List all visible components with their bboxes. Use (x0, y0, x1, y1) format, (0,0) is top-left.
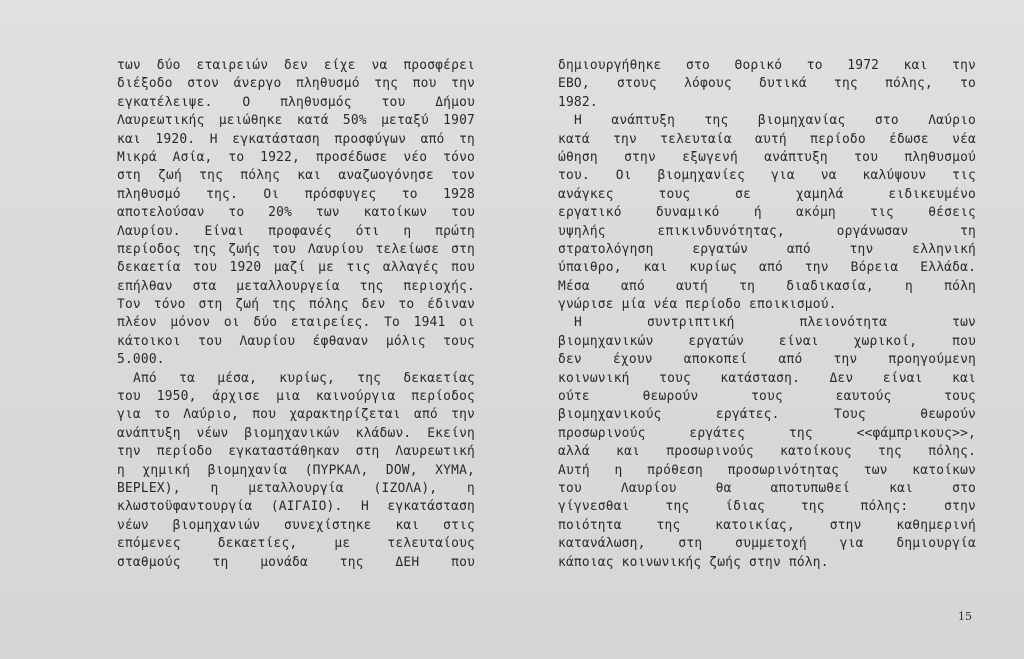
right-column-line: του. Οι βιομηχανίες για να καλύψουν τις (558, 168, 976, 184)
right-column-line: ποιότητα της κατοικίας, στην καθημερινή (558, 517, 976, 533)
left-column-line: κλωστοϋφαντουργία (ΑΙΓΑΙΟ). Η εγκατάσταση (117, 499, 475, 515)
right-column-line: προσωρινούς εργάτες της <<φάμπρικους>>, (558, 425, 976, 441)
left-column-line: κάτοικοι του Λαυρίου έφθαναν μόλις τους (117, 333, 475, 349)
right-column-line: ώθηση στην εξωγενή ανάπτυξη του πληθυσμού (558, 149, 976, 165)
left-column-line: Μικρά Ασία, το 1922, προσέδωσε νέο τόνο (117, 149, 475, 165)
left-column-line: για το Λαύριο, που χαρακτηρίζεται από την (117, 407, 475, 423)
right-column-line: δεν έχουν αποκοπεί από την προηγούμενη (558, 352, 976, 368)
left-column-line: Λαυρεωτικής μειώθηκε κατά 50% μεταξύ 1907 (117, 113, 475, 129)
left-column-line: επήλθαν στα μεταλλουργεία της περιοχής. (117, 278, 475, 294)
right-column-line: 1982. (558, 94, 598, 110)
left-column-line: Λαυρίου. Είναι προφανές ότι η πρώτη (117, 223, 475, 239)
left-text-column (117, 57, 475, 572)
right-column-line: του Λαυρίου θα αποτυπωθεί και στο (558, 480, 976, 496)
left-column-line: εγκατέλειψε. Ο πληθυσμός του Δήμου (117, 94, 475, 110)
left-column-line: περίοδος της ζωής του Λαυρίου τελείωσε στη (117, 241, 475, 257)
page-number: 15 (958, 610, 972, 623)
right-column-line: βιομηχανικών εργατών είναι χωρικοί, που (558, 333, 976, 349)
left-column-line: σταθμούς τη μονάδα της ΔΕΗ που (117, 554, 475, 570)
right-column-line: Αυτή η πρόθεση προσωρινότητας των κατοίκων (558, 462, 976, 478)
left-column-line: αποτελούσαν το 20% των κατοίκων του (117, 205, 475, 221)
left-column-line: BEPLEX), η μεταλλουργία (ΙΖΟΛΑ), η (117, 480, 475, 496)
left-column-line: την περίοδο εγκαταστάθηκαν στη Λαυρεωτική (117, 444, 475, 460)
left-column-line: η χημική βιομηχανία (ΠΥΡΚΑΛ, DOW, ΧΥΜΑ, (117, 462, 475, 478)
left-column-line: δεκαετία του 1920 μαζί με τις αλλαγές που (117, 260, 475, 276)
right-column-line: βιομηχανικούς εργάτες. Τους θεωρούν (558, 407, 976, 423)
left-column-line: 5.000. (117, 352, 165, 368)
right-column-line: κατανάλωση, στη συμμετοχή για δημιουργία (558, 536, 976, 552)
left-column-line: των δύο εταιρειών δεν είχε να προσφέρει (117, 58, 475, 73)
left-column-line: Από τα μέσα, κυρίως, της δεκαετίας (133, 370, 475, 386)
left-column-line: στη ζωή της πόλης και αναζωογόνησε τον (117, 168, 475, 184)
left-column-line: πληθυσμό της. Οι πρόσφυγες το 1928 (117, 186, 475, 202)
right-column-line: Η ανάπτυξη της βιομηχανίας στο Λαύριο (574, 113, 976, 129)
left-column-line: διέξοδο στον άνεργο πληθυσμό της που την (117, 76, 475, 92)
right-column-line: κάποιας κοινωνικής ζωής στην πόλη. (558, 554, 829, 570)
left-column-line: Τον τόνο στη ζωή της πόλης δεν το έδιναν (117, 297, 475, 313)
right-column-line: εργατικό δυναμικό ή ακόμη τις θέσεις (558, 205, 976, 221)
right-column-line: γνώρισε μία νέα περίοδο εποικισμού. (558, 297, 837, 313)
right-text-column (558, 57, 976, 572)
right-column-line: ανάγκες τους σε χαμηλά ειδικευμένο (558, 186, 976, 202)
right-column-line: ύπαιθρο, και κυρίως από την Βόρεια Ελλάδα. (558, 260, 976, 276)
left-column-line: επόμενες δεκαετίες, με τελευταίους (117, 536, 475, 552)
right-column-line: κατά την τελευταία αυτή περίοδο έδωσε νέα (558, 131, 976, 147)
right-column-line: στρατολόγηση εργατών από την ελληνική (558, 241, 976, 257)
right-column-line: υψηλής επικινδυνότητας, οργάνωσαν τη (558, 223, 976, 239)
left-column-line: ανάπτυξη νέων βιομηχανικών κλάδων. Εκείνη (117, 425, 475, 441)
left-column-line: πλέον μόνον οι δύο εταιρείες. Το 1941 οι (117, 315, 475, 331)
left-column-line: και 1920. Η εγκατάσταση προσφύγων από τη (117, 131, 475, 147)
right-column-line: αλλά και προσωρινούς κατοίκους της πόλης. (558, 444, 976, 460)
right-column-line: ούτε θεωρούν τους εαυτούς τους (558, 389, 976, 405)
right-column-line: Μέσα από αυτή τη διαδικασία, η πόλη (558, 278, 976, 294)
right-column-line: κοινωνική τους κατάσταση. Δεν είναι και (558, 370, 976, 386)
left-column-line: νέων βιομηχανιών συνεχίστηκε και στις (117, 517, 475, 533)
right-column-line: δημιουργήθηκε στο Θορικό το 1972 και την (558, 58, 976, 73)
left-column-line: του 1950, άρχισε μια καινούργια περίοδος (117, 389, 475, 405)
right-column-line: γίγνεσθαι της ίδιας της πόλης: στην (558, 499, 976, 515)
right-column-line: ΕΒΟ, στους λόφους δυτικά της πόλης, το (558, 76, 976, 92)
right-column-line: Η συντριπτική πλειονότητα των (574, 315, 976, 331)
